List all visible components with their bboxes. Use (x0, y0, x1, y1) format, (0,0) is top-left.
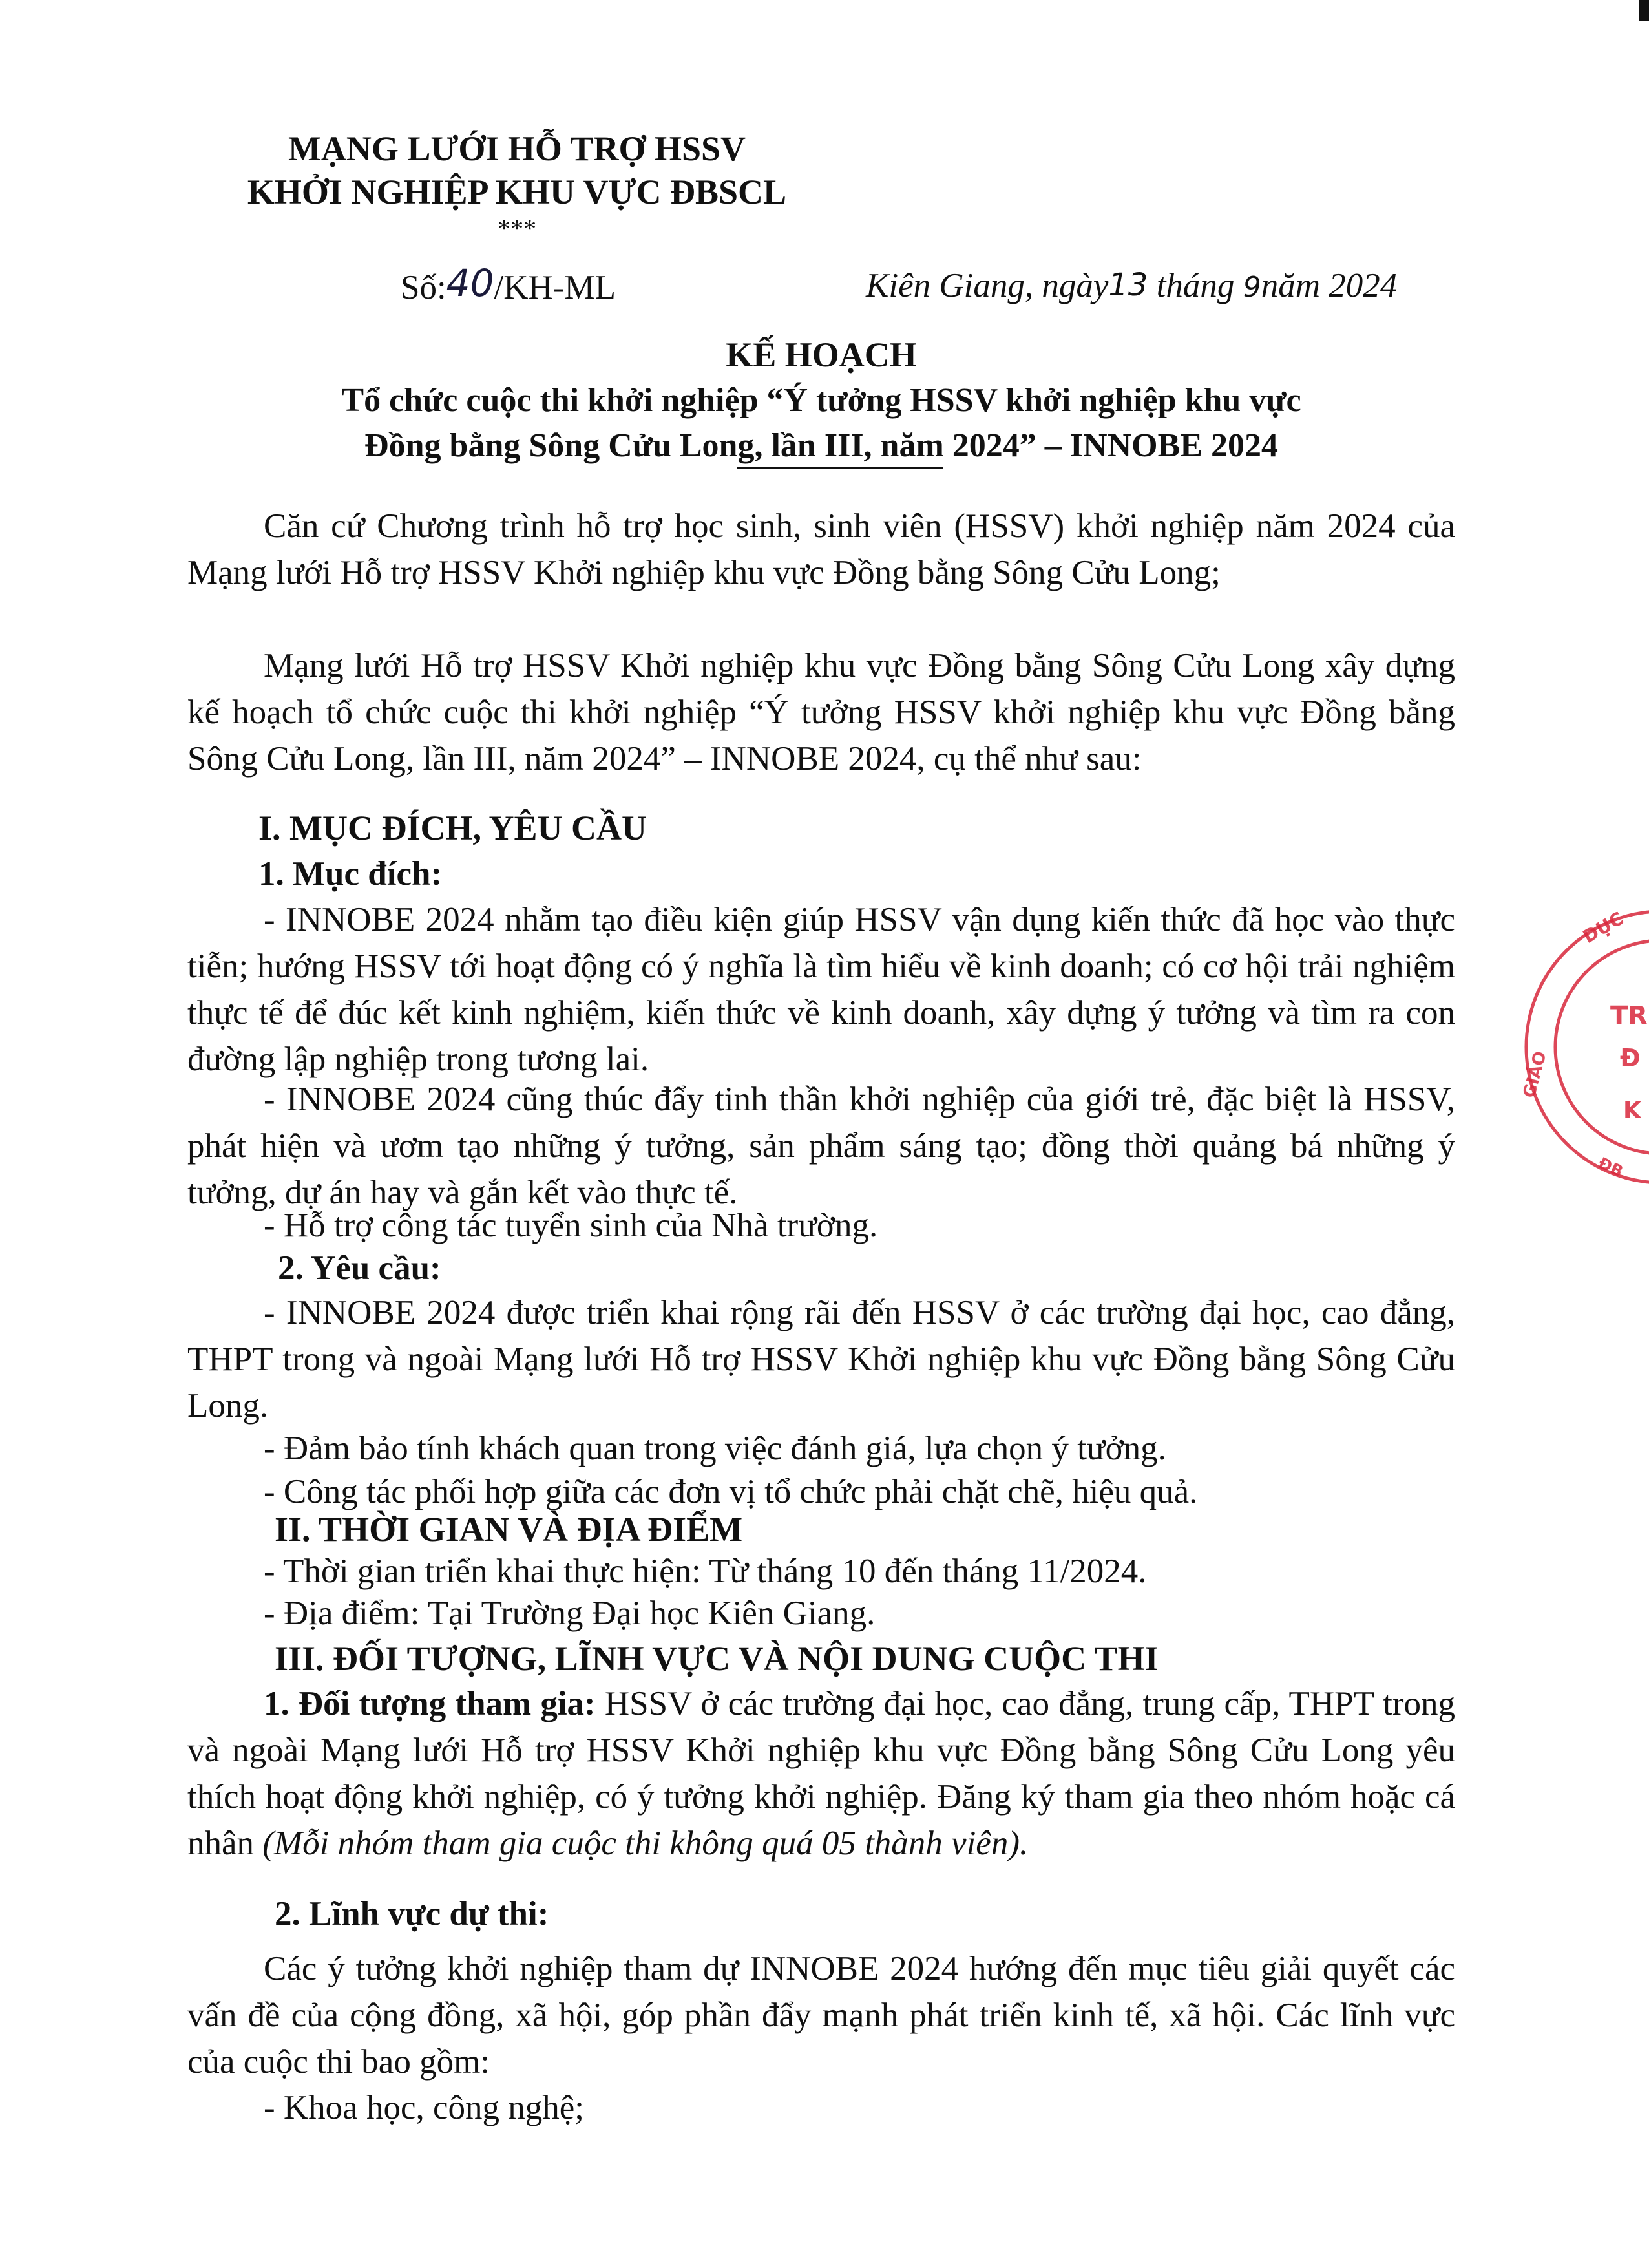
org-name-line2: KHỞI NGHIỆP KHU VỰC ĐBSCL (247, 173, 787, 211)
participants-paragraph (187, 1680, 1455, 1867)
fields-item-1: - Khoa học, công nghệ; (264, 2089, 584, 2126)
participants-note: (Mỗi nhóm tham gia cuộc thi không quá 05 thành viên). (262, 1825, 1029, 1862)
svg-text:GIÁO: GIÁO (1519, 1049, 1551, 1100)
section-1-heading: I. MỤC ĐÍCH, YÊU CẦU (258, 809, 647, 847)
document-subtitle-line2: Đồng bằng Sông Cửu Long, lần III, năm 2024” – INNOBE 2024 (364, 427, 1278, 464)
doc-number-prefix: Số: (401, 269, 446, 306)
date-year: năm 2024 (1261, 267, 1398, 304)
participants-text: HSSV ở các trường đại học, cao đẳng, trung cấp, THPT trong và ngoài Mạng lưới Hỗ trợ HSSV Khởi nghiệp khu vực Đồng bằng Sông Cửu Long yêu thích hoạt động khởi nghiệp, có ý tưởng khởi nghiệp. Đăng ký tham gia theo nhóm hoặc cá nhân (187, 1685, 1455, 1862)
date-month-handwritten: 9 (1243, 271, 1261, 304)
purpose-item-3: - Hỗ trợ công tác tuyển sinh của Nhà trường. (264, 1207, 878, 1244)
requirement-item-1: - INNOBE 2024 được triển khai rộng rãi đến HSSV ở các trường đại học, cao đẳng, THPT trong và ngoài Mạng lưới Hỗ trợ HSSV Khởi nghiệp khu vực Đồng bằng Sông Cửu Long. (187, 1294, 1455, 1425)
purpose-item-1: - INNOBE 2024 nhằm tạo điều kiện giúp HSSV vận dụng kiến thức đã học vào thực tiễn; hướng HSSV tới hoạt động có ý nghĩa là tìm hiểu về kinh doanh; có cơ hội trải nghiệm thực tế để đúc kết kinh nghiệm, kiến thức về kinh doanh, xây dựng ý tưởng và tìm ra con đường lập nghiệp trong tương lai. (187, 901, 1455, 1078)
doc-number-handwritten: 40 (446, 261, 494, 305)
seal-stamp-icon (1513, 905, 1649, 1189)
svg-text:ĐB: ĐB (1595, 1154, 1626, 1181)
document-subtitle-line1: Tổ chức cuộc thi khởi nghiệp “Ý tưởng HSSV khởi nghiệp khu vực (341, 382, 1301, 419)
date-month-label: tháng (1156, 267, 1235, 304)
requirement-item-3: - Công tác phối hợp giữa các đơn vị tổ chức phải chặt chẽ, hiệu quả. (264, 1473, 1198, 1510)
document-title: KẾ HOẠCH (726, 335, 917, 374)
participants-label: 1. Đối tượng tham gia: (264, 1685, 596, 1722)
org-divider-stars: *** (498, 214, 536, 243)
purpose-item-2: - INNOBE 2024 cũng thúc đẩy tinh thần khởi nghiệp của giới trẻ, đặc biệt là HSSV, phát hiện và ươm tạo những ý tưởng, sản phẩm sáng tạo; đồng thời quảng bá những ý tưởng, dự án hay và gắn kết vào thực tế. (187, 1081, 1455, 1211)
org-name-line1: MẠNG LƯỚI HỖ TRỢ HSSV (288, 129, 746, 168)
time-item: - Thời gian triển khai thực hiện: Từ tháng 10 đến tháng 11/2024. (264, 1553, 1147, 1590)
svg-text:Đ: Đ (1620, 1044, 1641, 1072)
section-2-heading: II. THỜI GIAN VÀ ĐỊA ĐIỂM (275, 1510, 743, 1549)
section-1-sub-requirements: 2. Yêu cầu: (278, 1249, 441, 1287)
svg-text:K: K (1623, 1097, 1641, 1124)
intro-paragraph-1: Căn cứ Chương trình hỗ trợ học sinh, sinh viên (HSSV) khởi nghiệp năm 2024 của Mạng lưới Hỗ trợ HSSV Khởi nghiệp khu vực Đồng bằng Sông Cửu Long; (187, 507, 1455, 591)
doc-number-suffix: /KH-ML (494, 269, 616, 306)
fields-paragraph: Các ý tưởng khởi nghiệp tham dự INNOBE 2024 hướng đến mục tiêu giải quyết các vấn đề của cộng đồng, xã hội, góp phần đẩy mạnh phát triển kinh tế, xã hội. Các lĩnh vực của cuộc thi bao gồm: (187, 1950, 1455, 2081)
section-3-sub-fields: 2. Lĩnh vực dự thi: (275, 1895, 549, 1933)
date-place: Kiên Giang, ngày (866, 267, 1109, 304)
section-3-heading: III. ĐỐI TƯỢNG, LĨNH VỰC VÀ NỘI DUNG CUỘC THI (275, 1639, 1159, 1678)
official-seal-stamp (1513, 905, 1649, 1189)
svg-text:DỤC: DỤC (1579, 907, 1628, 948)
location-item: - Địa điểm: Tại Trường Đại học Kiên Giang. (264, 1595, 876, 1632)
document-date (866, 266, 1397, 305)
scan-edge-mark (1639, 0, 1649, 21)
svg-text:TR: TR (1610, 1001, 1648, 1031)
intro-paragraph-2: Mạng lưới Hỗ trợ HSSV Khởi nghiệp khu vực Đồng bằng Sông Cửu Long xây dựng kế hoạch tổ chức cuộc thi khởi nghiệp “Ý tưởng HSSV khởi nghiệp khu vực Đồng bằng Sông Cửu Long, lần III, năm 2024” – INNOBE 2024, cụ thể như sau: (187, 647, 1455, 778)
section-1-sub-purpose: 1. Mục đích: (258, 855, 443, 893)
title-underline (737, 467, 943, 469)
date-day-handwritten: 13 (1108, 267, 1148, 303)
requirement-item-2: - Đảm bảo tính khách quan trong việc đánh giá, lựa chọn ý tưởng. (264, 1430, 1166, 1467)
document-number (401, 261, 616, 308)
